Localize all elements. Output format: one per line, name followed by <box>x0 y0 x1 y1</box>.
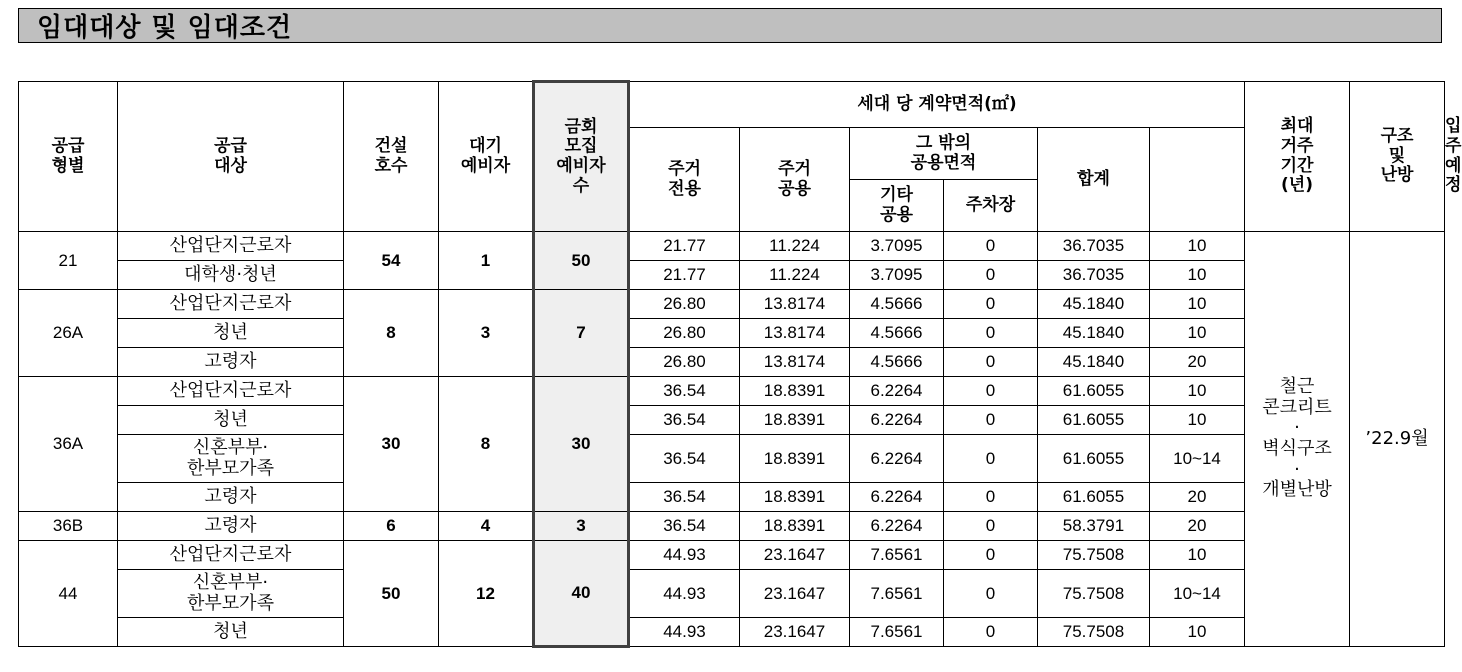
header-structure: 구조 및 난방 <box>1350 82 1445 232</box>
cell-etc-common: 7.6561 <box>850 618 944 647</box>
header-units: 건설 호수 <box>344 82 439 232</box>
cell-parking: 0 <box>944 377 1038 406</box>
header-area-group: 세대 당 계약면적(㎡) <box>629 82 1245 128</box>
cell-max-period: 20 <box>1150 483 1245 512</box>
cell-total: 75.7508 <box>1038 570 1150 618</box>
header-max-period: 최대 거주 기간 (년) <box>1245 82 1350 232</box>
cell-res-common: 18.8391 <box>740 406 850 435</box>
cell-max-period: 10 <box>1150 541 1245 570</box>
cell-res-exclusive: 36.54 <box>629 435 740 483</box>
cell-etc-common: 6.2264 <box>850 435 944 483</box>
cell-etc-common: 3.7095 <box>850 232 944 261</box>
cell-target: 산업단지근로자 <box>118 232 344 261</box>
cell-parking: 0 <box>944 261 1038 290</box>
cell-max-period: 10~14 <box>1150 570 1245 618</box>
cell-res-exclusive: 21.77 <box>629 232 740 261</box>
cell-type: 36B <box>19 512 118 541</box>
section-title: 임대대상 및 임대조건 <box>37 13 293 43</box>
cell-etc-common: 4.5666 <box>850 348 944 377</box>
cell-etc-common: 3.7095 <box>850 261 944 290</box>
cell-max-period: 10 <box>1150 319 1245 348</box>
cell-this-round: 7 <box>534 290 629 377</box>
cell-target: 대학생·청년 <box>118 261 344 290</box>
cell-waiting: 8 <box>439 377 534 512</box>
rental-conditions-table <box>18 80 1462 648</box>
cell-total: 75.7508 <box>1038 618 1150 647</box>
table-row <box>19 570 1445 618</box>
cell-etc-common: 6.2264 <box>850 512 944 541</box>
table-row <box>19 512 1445 541</box>
cell-target: 고령자 <box>118 483 344 512</box>
header-this-round: 금회 모집 예비자 수 <box>534 82 629 232</box>
cell-res-common: 23.1647 <box>740 570 850 618</box>
cell-structure: 철근 콘크리트 · 벽식구조 · 개별난방 <box>1245 232 1350 647</box>
cell-parking: 0 <box>944 541 1038 570</box>
cell-target: 청년 <box>118 406 344 435</box>
cell-res-exclusive: 44.93 <box>629 618 740 647</box>
cell-max-period: 10 <box>1150 290 1245 319</box>
cell-parking: 0 <box>944 483 1038 512</box>
cell-max-period: 10 <box>1150 618 1245 647</box>
cell-res-exclusive: 36.54 <box>629 377 740 406</box>
table-row <box>19 435 1445 483</box>
table-row <box>19 232 1445 261</box>
cell-etc-common: 4.5666 <box>850 319 944 348</box>
cell-max-period: 20 <box>1150 512 1245 541</box>
cell-target: 고령자 <box>118 348 344 377</box>
cell-units: 50 <box>344 541 439 647</box>
cell-res-exclusive: 44.93 <box>629 541 740 570</box>
cell-total: 61.6055 <box>1038 435 1150 483</box>
table-header: 공급 형별 공급 대상 건설 호수 대기 예비자 금회 모집 예비자 수 세대 당 계약면적(㎡) 최대 거주 기간 (년) 구조 및 난방 입주 예정 주거 전용 주거 공용 그 밖의 공용면적 합계 기타 공용 주차장 <box>19 82 1445 232</box>
cell-res-exclusive: 26.80 <box>629 319 740 348</box>
cell-units: 8 <box>344 290 439 377</box>
cell-waiting: 4 <box>439 512 534 541</box>
cell-res-common: 23.1647 <box>740 618 850 647</box>
cell-res-exclusive: 36.54 <box>629 512 740 541</box>
table-row <box>19 290 1445 319</box>
cell-units: 6 <box>344 512 439 541</box>
cell-total: 45.1840 <box>1038 290 1150 319</box>
cell-res-common: 18.8391 <box>740 377 850 406</box>
header-res-common: 주거 공용 <box>740 128 850 232</box>
cell-type: 26A <box>19 290 118 377</box>
cell-waiting: 1 <box>439 232 534 290</box>
cell-res-common: 11.224 <box>740 261 850 290</box>
header-total: 합계 <box>1038 128 1150 232</box>
cell-units: 30 <box>344 377 439 512</box>
cell-etc-common: 6.2264 <box>850 406 944 435</box>
cell-res-exclusive: 26.80 <box>629 348 740 377</box>
cell-total: 45.1840 <box>1038 348 1150 377</box>
cell-res-common: 11.224 <box>740 232 850 261</box>
cell-total: 75.7508 <box>1038 541 1150 570</box>
cell-parking: 0 <box>944 319 1038 348</box>
cell-max-period: 20 <box>1150 348 1245 377</box>
cell-target: 고령자 <box>118 512 344 541</box>
cell-parking: 0 <box>944 570 1038 618</box>
table-row <box>19 483 1445 512</box>
cell-res-common: 13.8174 <box>740 319 850 348</box>
table-row <box>19 348 1445 377</box>
cell-max-period: 10 <box>1150 377 1245 406</box>
header-res-exclusive: 주거 전용 <box>629 128 740 232</box>
header-etc-common: 기타 공용 <box>850 180 944 232</box>
cell-target: 청년 <box>118 319 344 348</box>
header-type: 공급 형별 <box>19 82 118 232</box>
header-target: 공급 대상 <box>118 82 344 232</box>
cell-this-round: 40 <box>534 541 629 647</box>
table-row <box>19 377 1445 406</box>
cell-res-common: 18.8391 <box>740 512 850 541</box>
cell-etc-common: 6.2264 <box>850 377 944 406</box>
table-row <box>19 261 1445 290</box>
cell-parking: 0 <box>944 348 1038 377</box>
cell-target: 산업단지근로자 <box>118 541 344 570</box>
cell-move-in: ’22.9월 <box>1350 232 1445 647</box>
cell-res-exclusive: 36.54 <box>629 406 740 435</box>
cell-target: 신혼부부· 한부모가족 <box>118 435 344 483</box>
cell-target: 산업단지근로자 <box>118 377 344 406</box>
cell-res-common: 18.8391 <box>740 483 850 512</box>
table-row <box>19 618 1445 647</box>
cell-res-common: 23.1647 <box>740 541 850 570</box>
cell-etc-common: 6.2264 <box>850 483 944 512</box>
cell-res-exclusive: 44.93 <box>629 570 740 618</box>
cell-res-exclusive: 21.77 <box>629 261 740 290</box>
header-waiting: 대기 예비자 <box>439 82 534 232</box>
cell-parking: 0 <box>944 435 1038 483</box>
cell-etc-common: 7.6561 <box>850 541 944 570</box>
cell-res-exclusive: 36.54 <box>629 483 740 512</box>
table-row <box>19 541 1445 570</box>
cell-res-common: 13.8174 <box>740 348 850 377</box>
cell-type: 36A <box>19 377 118 512</box>
cell-etc-common: 7.6561 <box>850 570 944 618</box>
section-title-bar <box>18 8 1442 43</box>
cell-parking: 0 <box>944 406 1038 435</box>
cell-total: 58.3791 <box>1038 512 1150 541</box>
header-parking: 주차장 <box>944 180 1038 232</box>
cell-type: 21 <box>19 232 118 290</box>
table-body <box>19 232 1445 647</box>
cell-target: 산업단지근로자 <box>118 290 344 319</box>
cell-this-round: 30 <box>534 377 629 512</box>
cell-res-exclusive: 26.80 <box>629 290 740 319</box>
cell-target: 청년 <box>118 618 344 647</box>
cell-res-common: 18.8391 <box>740 435 850 483</box>
cell-res-common: 13.8174 <box>740 290 850 319</box>
cell-parking: 0 <box>944 290 1038 319</box>
cell-type: 44 <box>19 541 118 647</box>
cell-max-period: 10 <box>1150 232 1245 261</box>
cell-waiting: 3 <box>439 290 534 377</box>
cell-this-round: 50 <box>534 232 629 290</box>
cell-total: 61.6055 <box>1038 406 1150 435</box>
cell-target: 신혼부부· 한부모가족 <box>118 570 344 618</box>
table-row <box>19 406 1445 435</box>
cell-max-period: 10 <box>1150 406 1245 435</box>
cell-etc-common: 4.5666 <box>850 290 944 319</box>
cell-max-period: 10 <box>1150 261 1245 290</box>
cell-parking: 0 <box>944 512 1038 541</box>
cell-max-period: 10~14 <box>1150 435 1245 483</box>
cell-parking: 0 <box>944 232 1038 261</box>
cell-units: 54 <box>344 232 439 290</box>
cell-total: 45.1840 <box>1038 319 1150 348</box>
cell-total: 36.7035 <box>1038 232 1150 261</box>
cell-this-round: 3 <box>534 512 629 541</box>
cell-total: 61.6055 <box>1038 483 1150 512</box>
cell-total: 61.6055 <box>1038 377 1150 406</box>
cell-parking: 0 <box>944 618 1038 647</box>
cell-waiting: 12 <box>439 541 534 647</box>
cell-total: 36.7035 <box>1038 261 1150 290</box>
header-other-common: 그 밖의 공용면적 <box>850 128 1038 180</box>
table-row <box>19 319 1445 348</box>
